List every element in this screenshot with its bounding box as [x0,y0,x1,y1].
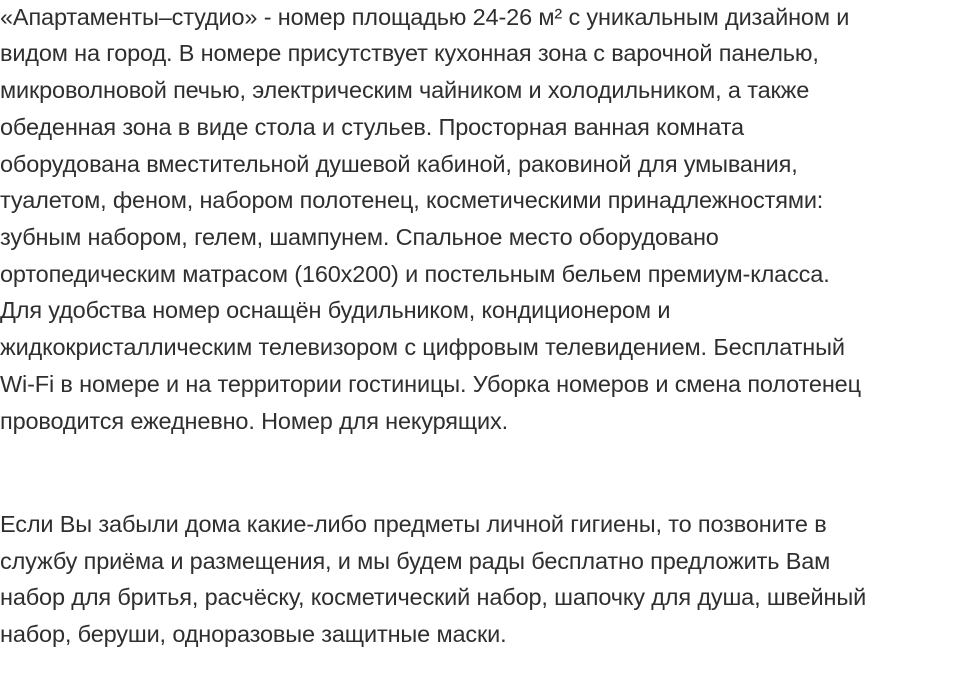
text-line: микроволновой печью, электрическим чайником и холодильником, а также [0,77,810,103]
text-line: зубным набором, гелем, шампунем. Спальное место оборудовано [0,224,719,250]
text-line: обеденная зона в виде стола и стульев. Просторная ванная комната [0,114,744,140]
text-line: оборудована вместительной душевой кабиной, раковиной для умывания, [0,151,798,177]
text-line: жидкокристаллическим телевизором с цифровым телевидением. Бесплатный [0,334,845,360]
text-line: Для удобства номер оснащён будильником, кондиционером и [0,297,671,323]
text-line: Если Вы забыли дома какие-либо предметы личной гигиены, то позвоните в [0,511,827,537]
text-line: службу приёма и размещения, и мы будем рады бесплатно предложить Вам [0,548,831,574]
text-line: ортопедическим матрасом (160х200) и постельным бельем премиум-класса. [0,261,830,287]
text-line: «Апартаменты–студио» - номер площадью 24-26 м² с уникальным дизайном и [0,4,850,30]
text-line: набор для бритья, расчёску, косметический набор, шапочку для душа, швейный [0,584,867,610]
text-line: Wi-Fi в номере и на территории гостиницы. Уборка номеров и смена полотенец [0,371,861,397]
text-line: проводится ежедневно. Номер для некурящих. [0,408,509,434]
text-line: видом на город. В номере присутствует кухонная зона с варочной панелью, [0,40,819,66]
text-line: набор, беруши, одноразовые защитные маски. [0,621,507,647]
text-line: туалетом, феном, набором полотенец, косметическими принадлежностями: [0,187,824,213]
